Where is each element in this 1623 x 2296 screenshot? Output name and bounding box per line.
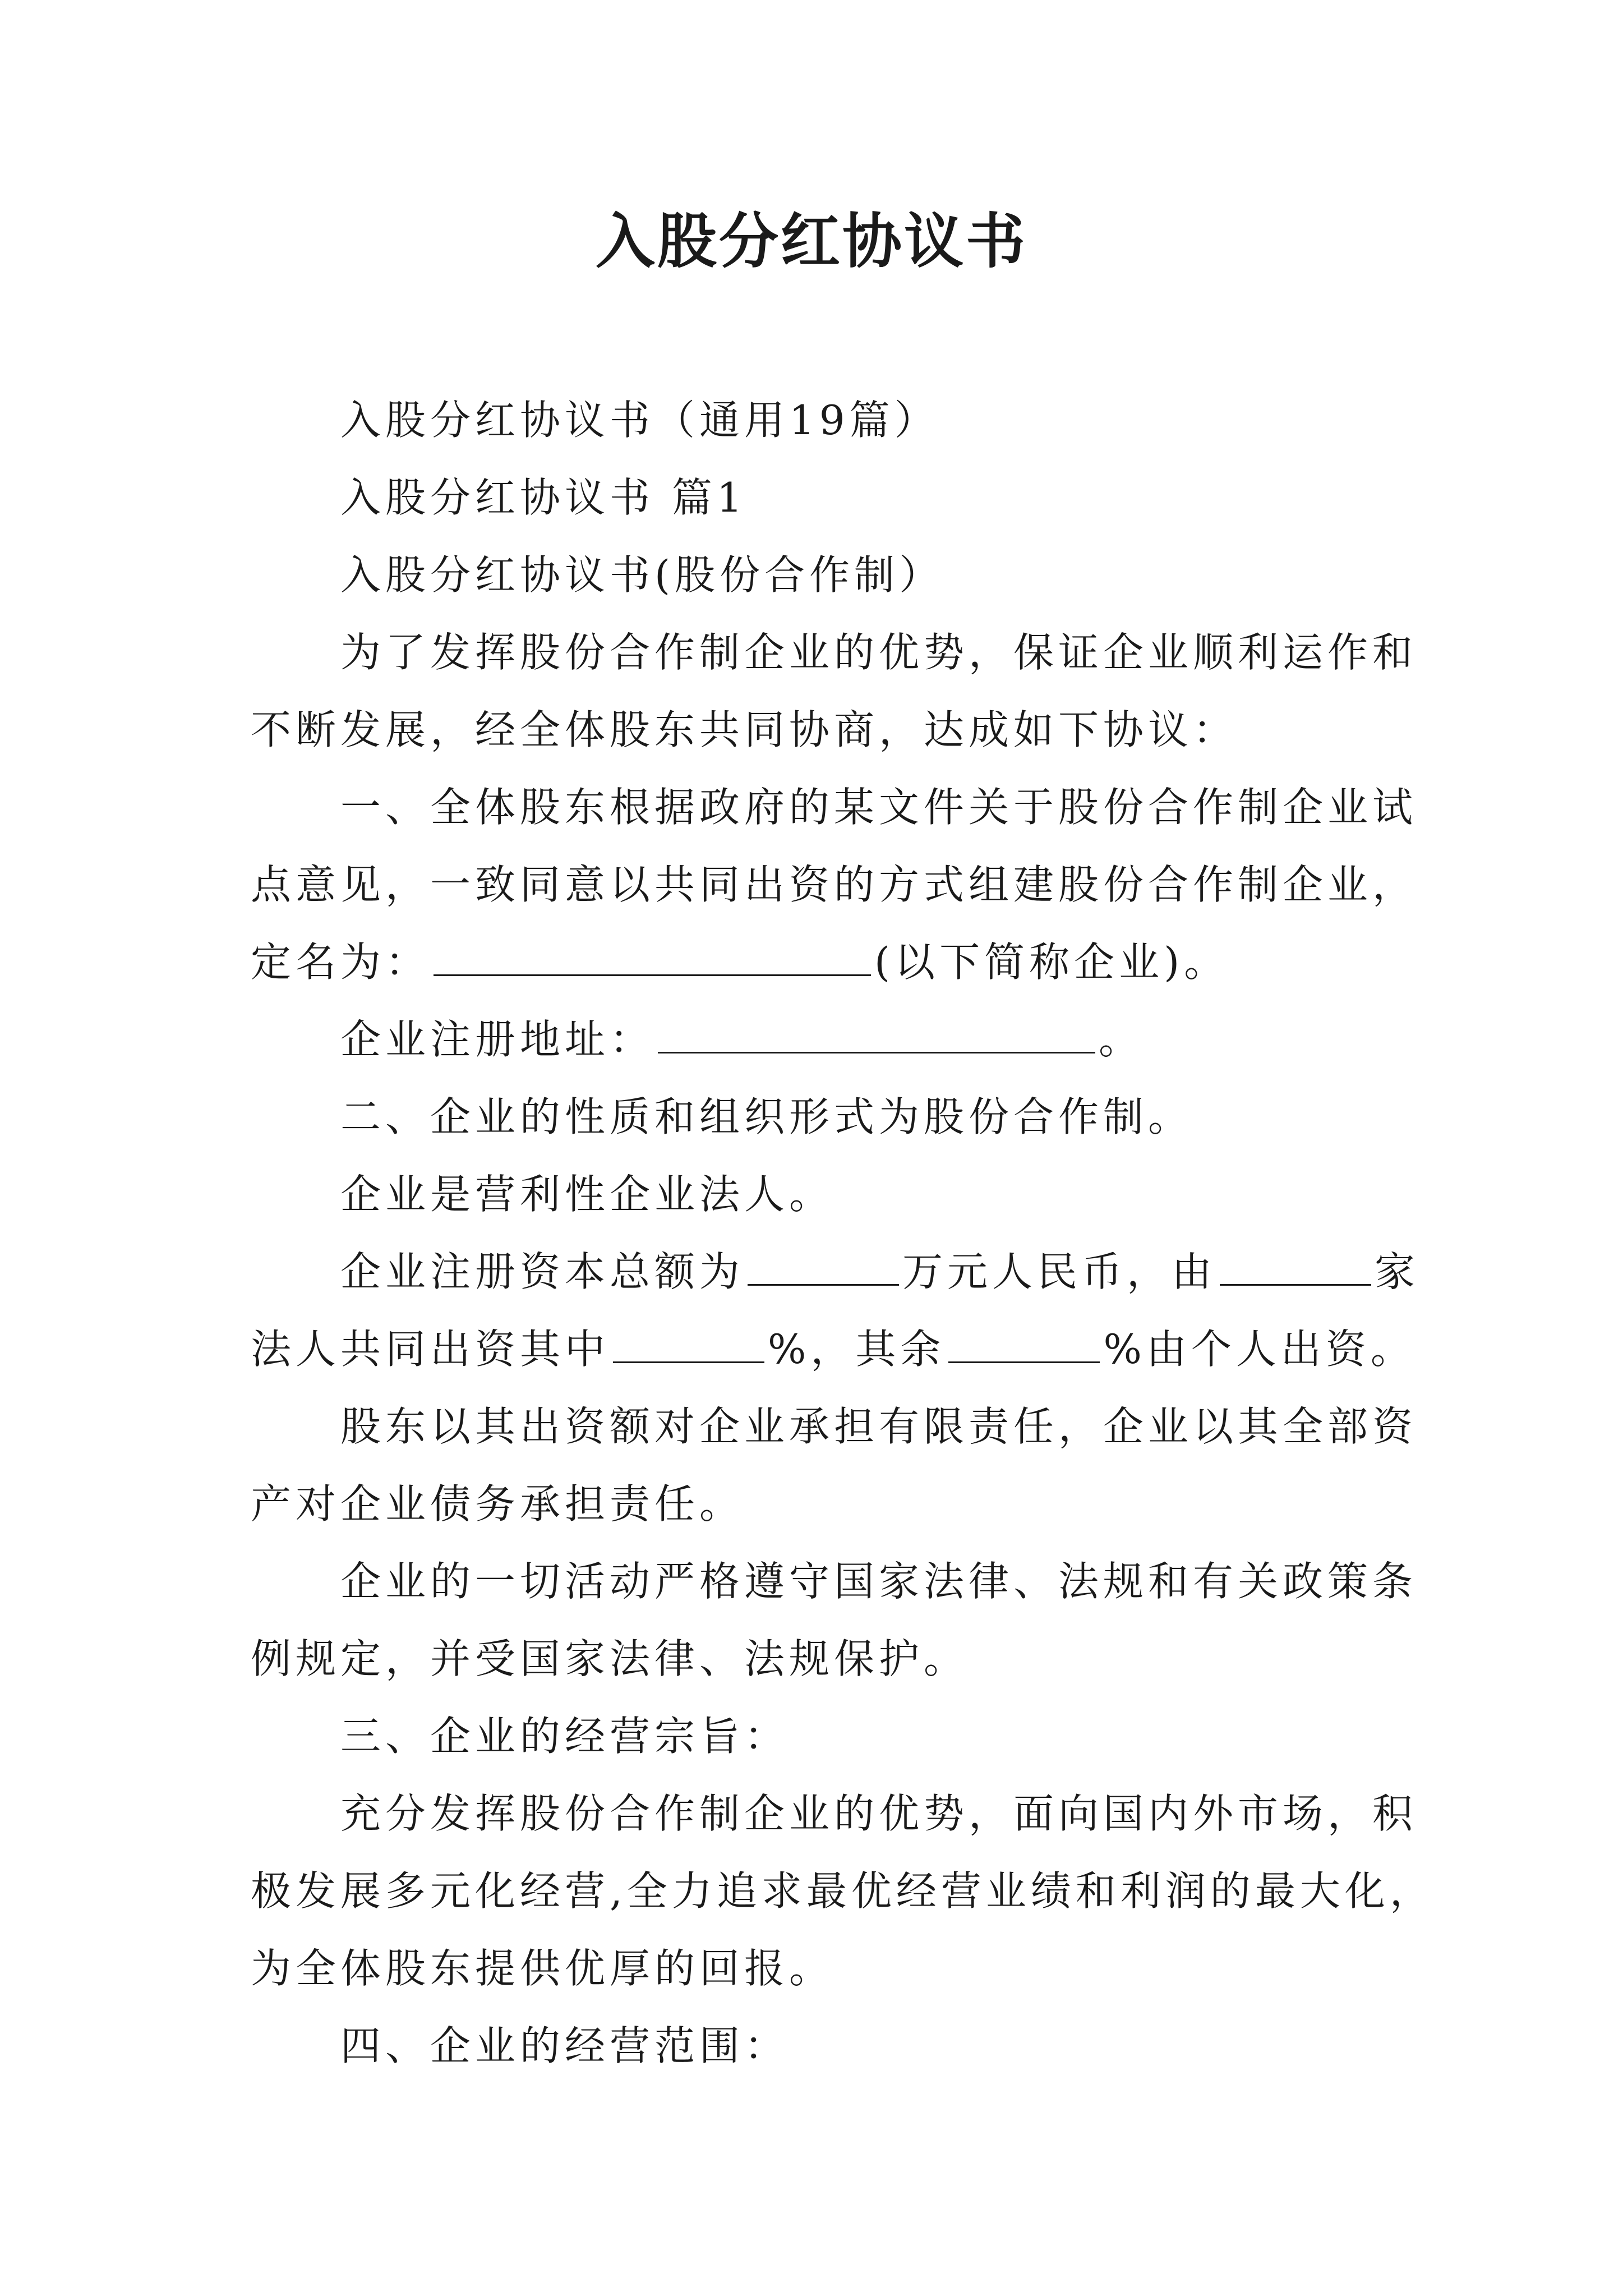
section-heading: 四、企业的经营范围： xyxy=(340,2022,790,2069)
investor-unit: 家 xyxy=(1375,1248,1420,1295)
share-ratio-line xyxy=(251,1310,1415,1388)
individual-percent-blank[interactable] xyxy=(948,1326,1100,1363)
address-line xyxy=(251,1001,1384,1078)
address-suffix: 。 xyxy=(1099,1016,1144,1063)
company-name-line xyxy=(251,923,1384,1001)
paragraph-line: 不断发展，经全体股东共同协商，达成如下协议： xyxy=(251,706,1238,753)
company-name-label: 定名为： xyxy=(251,938,431,986)
capital-unit: 万元人民币，由 xyxy=(902,1248,1217,1295)
legal-person-percent-blank[interactable] xyxy=(613,1326,764,1363)
paragraph-line: 二、企业的性质和组织形式为股份合作制。 xyxy=(340,1093,1193,1140)
address-blank[interactable] xyxy=(658,1016,1095,1053)
document-body xyxy=(251,381,1435,2085)
company-name-blank[interactable] xyxy=(434,938,871,976)
paragraph-line: 企业是营利性企业法人。 xyxy=(340,1171,834,1218)
section-heading: 三、企业的经营宗旨： xyxy=(340,1713,790,1760)
paragraph-line: 企业的一切活动严格遵守国家法律、法规和有关政策条 xyxy=(340,1558,1418,1605)
paragraph-line: 产对企业债务承担责任。 xyxy=(251,1480,745,1527)
address-label: 企业注册地址： xyxy=(340,1016,655,1063)
capital-amount-blank[interactable] xyxy=(748,1248,899,1286)
section-heading: 入股分红协议书 篇1 xyxy=(340,474,747,521)
paragraph-line: 充分发挥股份合作制企业的优势，面向国内外市场，积 xyxy=(340,1790,1418,1837)
legal-person-label: 法人共同出资其中 xyxy=(251,1326,610,1373)
paragraph-line: 极发展多元化经营,全力追求最优经营业绩和利润的最大化， xyxy=(251,1867,1435,1915)
paragraph-line: 股东以其出资额对企业承担有限责任，企业以其全部资 xyxy=(340,1403,1418,1450)
paragraph-line: 为了发挥股份合作制企业的优势，保证企业顺利运作和 xyxy=(340,629,1418,676)
company-name-suffix: (以下简称企业)。 xyxy=(874,938,1229,986)
subtitle-line: 入股分红协议书（通用19篇） xyxy=(340,397,939,444)
individual-label: %由个人出资。 xyxy=(1103,1326,1415,1373)
paragraph-line: 例规定，并受国家法律、法规保护。 xyxy=(251,1635,969,1682)
remainder-label: %，其余 xyxy=(768,1326,946,1373)
agreement-name: 入股分红协议书(股份合作制） xyxy=(340,551,944,599)
paragraph-line: 为全体股东提供优厚的回报。 xyxy=(251,1945,834,1992)
paragraph-line: 点意见，一致同意以共同出资的方式组建股份合作制企业， xyxy=(251,861,1418,908)
document-title: 入股分红协议书 xyxy=(596,206,1027,276)
capital-label: 企业注册资本总额为 xyxy=(340,1248,745,1295)
capital-line xyxy=(251,1233,1420,1310)
investor-count-blank[interactable] xyxy=(1220,1248,1371,1286)
paragraph-line: 一、全体股东根据政府的某文件关于股份合作制企业试 xyxy=(340,784,1418,831)
